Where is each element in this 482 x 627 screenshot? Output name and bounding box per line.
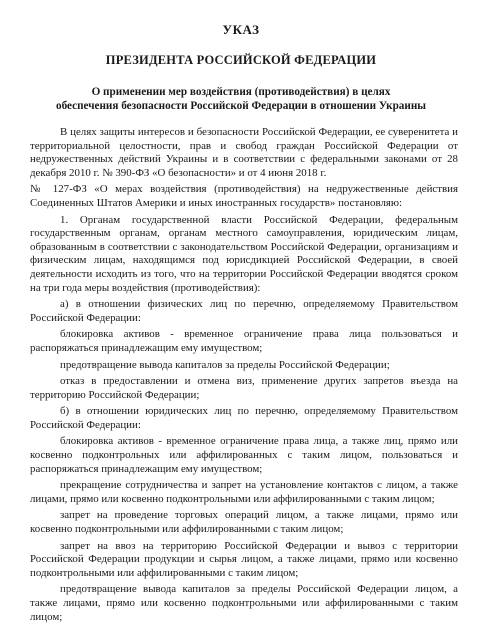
paragraph: блокировка активов - временное ограничение права лица пользоваться и распоряжаться принадлежащим ему имуществом; (30, 328, 458, 354)
document-body (30, 126, 458, 627)
document-issuer-subtitle: ПРЕЗИДЕНТА РОССИЙСКОЙ ФЕДЕРАЦИИ (105, 53, 377, 67)
paragraph: запрет на ввоз на территорию Российской Федерации и вывоз с территории Российской Федерации продукции и сырья лицом, а также лицами, прямо или косвенно подконтрольными или аффилированными с таким лицом; (30, 539, 458, 579)
paragraph: запрет на проведение торговых операций лицом, а также лицами, прямо или косвенно подконтрольными или аффилированными с таким лицом; (30, 509, 458, 536)
heading-line: обеспечения безопасности Российской Федерации в отношении Украины (55, 100, 427, 112)
paragraph: № 127-ФЗ «О мерах воздействия (противодействия) на недружественные действия Соединенных Штатов Америки и иных иностранных государств» постановляю: (30, 183, 458, 209)
paragraph: 1. Органам государственной власти Российской Федерации, федеральным государственным органам, органам местного самоуправления, юридическим лицам, образованным в соответствии с законодательством Российской Федерации, организациям и физическим лицам, находящимся под юрисдикцией Российской Федерации, в своей деятельности исходить из того, что на территории Российской Федерации вводятся сроком на три года меры воздействия (противодействия): (30, 213, 458, 294)
heading-line: О применении мер воздействия (противодействия) в целях (91, 86, 391, 98)
paragraph: предотвращение вывода капиталов за пределы Российской Федерации лицом, а также лицами, прямо или косвенно подконтрольными или аффилированными с таким лицом; (30, 583, 458, 623)
paragraph: отказ в предоставлении и отмена виз, применение других запретов въезда на территорию Российской Федерации; (30, 375, 458, 401)
paragraph: б) в отношении юридических лиц по перечню, определяемому Правительством Российской Федерации: (30, 405, 458, 431)
document-type-title: УКАЗ (222, 22, 260, 37)
paragraph: предотвращение вывода капиталов за пределы Российской Федерации; (60, 358, 390, 371)
paragraph: В целях защиты интересов и безопасности Российской Федерации, ее суверенитета и территориальной целостности, прав и свобод граждан Российской Федерации от недружественных действий Украины и в соответствии с федеральными законами от 28 декабря 2010 г. № 390-ФЗ «О безопасности» и от 4 июня 2018 г. (30, 126, 458, 179)
paragraph: а) в отношении физических лиц по перечню, определяемому Правительством Российской Федерации: (30, 298, 458, 324)
paragraph: прекращение сотрудничества и запрет на установление контактов с лицом, а также лицами, прямо или косвенно подконтрольными или аффилированными с таким лицом; (30, 479, 458, 505)
paragraph: блокировка активов - временное ограничение права лица, а также лиц, прямо или косвенно подконтрольных или аффилированных с таким лицом, пользоваться и распоряжаться принадлежащим ему имуществом; (30, 435, 458, 475)
document-heading (40, 85, 442, 113)
